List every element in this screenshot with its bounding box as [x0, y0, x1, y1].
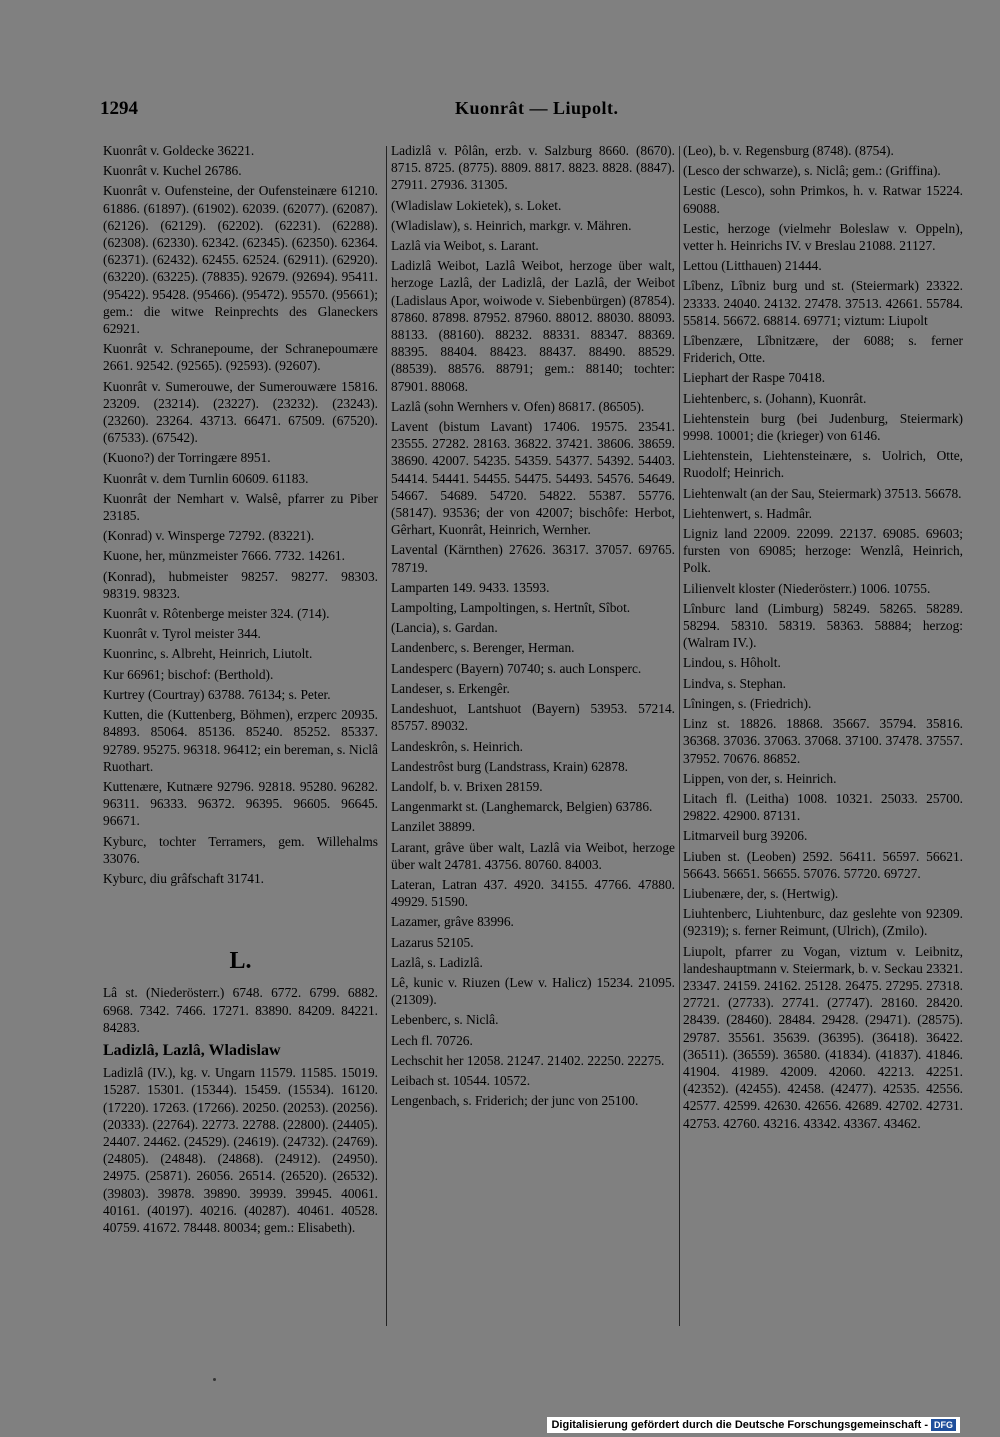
index-entry: Lestic (Lesco), sohn Primkos, h. v. Ratwar 15224. 69088. [683, 183, 963, 216]
column-1 [103, 142, 378, 1239]
column-divider [679, 146, 680, 1326]
index-entry: (Lancia), s. Gardan. [391, 620, 498, 636]
index-entry: Kuonrât v. dem Turnlin 60609. 61183. [103, 470, 309, 486]
scan-speck [213, 1378, 216, 1381]
column-divider [386, 146, 387, 1326]
index-entry: Litach fl. (Leitha) 1008. 10321. 25033. 25700. 29822. 42900. 87131. [683, 790, 963, 824]
index-entry: (Lesco der schwarze), s. Niclâ; gem.: (Griffina). [683, 163, 941, 179]
footer-text: Digitalisierung gefördert durch die Deutsche Forschungsgemeinschaft - [551, 1419, 928, 1431]
index-entry: Lengenbach, s. Friderich; der junc von 25100. [391, 1093, 639, 1109]
page-number: 1294 [100, 98, 138, 119]
index-entry: Lazlâ (sohn Wernhers v. Ofen) 86817. (86505). [391, 398, 645, 414]
index-entry: Kuone, her, münzmeister 7666. 7732. 14261. [103, 548, 345, 564]
index-entry: Kyburc, diu grâfschaft 31741. [103, 870, 265, 886]
index-entry: Lazarus 52105. [391, 934, 474, 950]
index-entry: Lazlâ, s. Ladizlâ. [391, 954, 483, 970]
index-entry: Liuben st. (Leoben) 2592. 56411. 56597. 56621. 56643. 56651. 56655. 57076. 57720. 69727. [683, 848, 963, 881]
index-entry: Kuonrinc, s. Albreht, Heinrich, Liutolt. [103, 646, 313, 662]
index-entry: Kuonrât v. Schranepoume, der Schranepoumære 2661. 92542. (92565). (92593). (92607). [103, 341, 378, 374]
index-entry: Lê, kunic v. Riuzen (Lew v. Halicz) 15234. 21095. (21309). [391, 974, 675, 1008]
index-entry: Lîningen, s. (Friedrich). [683, 695, 812, 711]
index-entry: Langenmarkt st. (Langhemarck, Belgien) 63786. [391, 799, 653, 815]
dfg-logo: DFG [931, 1419, 956, 1431]
index-entry: Kuonrât v. Oufensteine, der Oufensteinære 61210. 61886. (61897). (61902). 62039. (62077). (62087). (62126). (62129). (62202). (62231). (62288). (62308). (62330). 62342. (62345). (62350). 62364. (62371). (62432). 62455. 62524. (62911). (62920). (63220). (63225). (78835). 92679. (92694). 95411. (95422). 95428. (95466). (95472). 95570. (95661); gem.: die witwe Reinprechts des Glaneckers 62921. [103, 183, 378, 337]
index-entry: Liehtenstein, Liehtensteinære, s. Uolrich, Otte, Ruodolf; Heinrich. [683, 448, 963, 481]
index-entry: Lampolting, Lampoltingen, s. Hertnît, Sîbot. [391, 600, 631, 616]
column-3 [683, 142, 963, 1135]
index-entry: Lîbenzære, Lîbnitzære, der 6088; s. ferner Friderich, Otte. [683, 333, 963, 366]
index-entry: Litmarveil burg 39206. [683, 828, 808, 844]
index-entry: (Konrad), hubmeister 98257. 98277. 98303. 98319. 98323. [103, 568, 378, 601]
index-entry: Lamparten 149. 9433. 13593. [391, 579, 550, 595]
footer-credit [547, 1417, 960, 1433]
index-entry: Liephart der Raspe 70418. [683, 370, 826, 386]
index-entry: (Konrad) v. Winsperge 72792. (83221). [103, 528, 315, 544]
index-entry: Lindva, s. Stephan. [683, 675, 787, 691]
index-entry: Liehtenwert, s. Hadmâr. [683, 505, 813, 521]
index-entry: Landestrôst burg (Landstrass, Krain) 62878. [391, 758, 629, 774]
index-entry: Landeser, s. Erkengêr. [391, 680, 510, 696]
index-entry: Lestic, herzoge (vielmehr Boleslaw v. Oppeln), vetter h. Heinrichs IV. v Breslau 21088. 21127. [683, 220, 963, 254]
subheading: Ladizlâ, Lazlâ, Wladislaw [103, 1041, 281, 1059]
index-entry: Kuttenære, Kutnære 92796. 92818. 95280. 96282. 96311. 96333. 96372. 96395. 96605. 96645. 96671. [103, 778, 378, 829]
index-entry: Kuonrât v. Sumerouwe, der Sumerouwære 15816. 23209. (23214). (23227). (23232). (23243). (23260). 23264. 43713. 66471. 67509. (67520). (67533). (67542). [103, 378, 378, 446]
index-entry: Lazamer, grâve 83996. [391, 914, 514, 930]
index-entry: Linz st. 18826. 18868. 35667. 35794. 35816. 36368. 37036. 37063. 37068. 37100. 37478. 37557. 37952. 70676. 86852. [683, 716, 963, 766]
index-entry: Ladizlâ v. Pôlân, erzb. v. Salzburg 8660. (8670). 8715. 8725. (8775). 8809. 8817. 8823. 8828. (8847). 27911. 27936. 31305. [391, 143, 675, 193]
index-entry: Liehtenwalt (an der Sau, Steiermark) 37513. 56678. [683, 485, 962, 501]
index-entry: Kuonrât v. Rôtenberge meister 324. (714). [103, 606, 330, 622]
index-entry: Lateran, Latran 437. 4920. 34155. 47766. 47880. 49929. 51590. [391, 876, 675, 910]
index-entry: Kuonrât der Nemhart v. Walsê, pfarrer zu Piber 23185. [103, 490, 378, 524]
index-entry: Liubenære, der, s. (Hertwig). [683, 885, 839, 901]
index-entry: Lettou (Litthauen) 21444. [683, 258, 822, 274]
index-entry: Larant, grâve über walt, Lazlâ via Weibot, herzoge über walt 24781. 43756. 80760. 84003. [391, 839, 675, 872]
index-entry: (Leo), b. v. Regensburg (8748). (8754). [683, 143, 894, 158]
column-2 [391, 142, 675, 1112]
index-entry: Ladizlâ Weibot, Lazlâ Weibot, herzoge über walt, herzoge Lazlâ, der Ladizlâ, der Lazlâ, der Weibot (Ladislaus Apor, woiwode v. Siebenbürgen) (87854). 87860. 87898. 87952. 87960. 88012. 88030. 88093. 88133. (88160). 88232. 88331. 88347. 88369. 88395. 88404. 88423. 88437. 88490. 88529. (88539). 88576. 88791; gem.: 88140; tochter: 87901. 88068. [391, 258, 675, 394]
index-entry: Lazlâ via Weibot, s. Larant. [391, 238, 539, 254]
section-letter: L. [229, 948, 252, 975]
index-entry: Lechschit her 12058. 21247. 21402. 22250. 22275. [391, 1052, 665, 1068]
index-entry: (Kuono?) der Torringære 8951. [103, 450, 271, 466]
index-entry: Lebenberc, s. Niclâ. [391, 1012, 499, 1028]
index-entry: Liupolt, pfarrer zu Vogan, viztum v. Leibnitz, landeshauptmann v. Steiermark, b. v. Seckau 23321. 23347. 24159. 24162. 25128. 26475. 27295. 27318. 27721. (27733). 27741. (27747). 28160. 28420. 28439. (28460). 28484. 29428. (29471). (28575). 29787. 35561. 35639. (36395). (36418). 36422. (36511). (36559). 36580. (41834). (41837). 41846. 41904. 41989. 42009. 42060. 42213. 42251. (42352). (42455). 42458. (42477). 42535. 42556. 42577. 42599. 42630. 42656. 42689. 42702. 42731. 42753. 42760. 43216. 43342. 43367. 43462. [683, 943, 963, 1131]
index-entry: Lech fl. 70726. [391, 1032, 473, 1048]
index-entry: Ladizlâ (IV.), kg. v. Ungarn 11579. 11585. 15019. 15287. 15301. (15344). 15459. (15534). 16120. (17220). 17263. (17266). 20250. (20253). (20256). (20333). (22764). 22773. 22788. (22800). (24405). 24407. 24462. (24529). (24619). (24732). (24769). (24805). (24848). (24868). (24912). (24950). 24975. (25871). 26056. 26514. (26520). (26532). (39803). 39878. 39890. 39939. 39945. 40061. 40161. (40197). 40216. (40287). 40461. 40528. 40759. 41672. 78448. 80034; gem.: Elisabeth). [103, 1065, 378, 1235]
index-entry: Lavent (bistum Lavant) 17406. 19575. 23541. 23555. 27282. 28163. 36822. 37421. 38606. 38659. 38690. 42007. 54235. 54359. 54377. 54392. 54403. 54414. 54441. 54455. 54475. 54493. 54576. 54649. 54667. 54689. 54720. 54822. 55387. 55776. (58147). 93536; der von 42007; bischôfe: Herbot, Gêrhart, Kuonrât, Heinrich, Wernher. [391, 419, 675, 538]
index-entry: Lâ st. (Niederösterr.) 6748. 6772. 6799. 6882. 6968. 7342. 7466. 17271. 83890. 84209. 84221. 84283. [103, 985, 378, 1035]
index-entry: (Wladislaw Lokietek), s. Loket. [391, 197, 562, 213]
index-entry: Lanzilet 38899. [391, 819, 476, 835]
index-entry: Leibach st. 10544. 10572. [391, 1072, 531, 1088]
index-entry: Lippen, von der, s. Heinrich. [683, 770, 837, 786]
index-entry: Kutten, die (Kuttenberg, Böhmen), erzperc 20935. 84893. 85064. 85136. 85240. 85252. 85337. 92789. 95275. 96318. 96412; ein bereman, s. Niclâ Ruothart. [103, 707, 378, 774]
index-entry: Landeskrôn, s. Heinrich. [391, 738, 524, 754]
index-entry: Lilienvelt kloster (Niederösterr.) 1006. 10755. [683, 580, 931, 596]
index-entry: Landenberc, s. Berenger, Herman. [391, 640, 575, 656]
index-entry: Landesperc (Bayern) 70740; s. auch Lonsperc. [391, 660, 642, 676]
index-entry: Kuonrât v. Kuchel 26786. [103, 163, 242, 179]
running-head: Kuonrât — Liupolt. [455, 98, 619, 118]
index-entry: Lavental (Kärnthen) 27626. 36317. 37057. 69765. 78719. [391, 542, 675, 575]
index-entry: Liehtenstein burg (bei Judenburg, Steiermark) 9998. 10001; die (krieger) von 6146. [683, 410, 963, 444]
index-entry: Landolf, b. v. Brixen 28159. [391, 778, 543, 794]
index-entry: Kuonrât v. Goldecke 36221. [103, 143, 255, 158]
index-entry: Liuhtenberc, Liuhtenburc, daz geslehte von 92309. (92319); s. ferner Reimunt, (Ulrich), (Zmilo). [683, 906, 963, 939]
index-entry: Kurtrey (Courtray) 63788. 76134; s. Peter. [103, 686, 331, 702]
index-entry: Lindou, s. Hôholt. [683, 655, 781, 671]
index-entry: Kyburc, tochter Terramers, gem. Willehalms 33076. [103, 833, 378, 866]
index-entry: (Wladislaw), s. Heinrich, markgr. v. Mähren. [391, 217, 632, 233]
index-entry: Kuonrât v. Tyrol meister 344. [103, 626, 261, 642]
index-entry: Landeshuot, Lantshuot (Bayern) 53953. 57214. 85757. 89032. [391, 701, 675, 734]
index-entry: Ligniz land 22009. 22099. 22137. 69085. 69603; fursten von 69085; herzoge: Wenzlâ, Heinrich, Polk. [683, 526, 963, 576]
index-entry: Kur 66961; bischof: (Berthold). [103, 666, 274, 682]
index-entry: Lîbenz, Lîbniz burg und st. (Steiermark) 23322. 23333. 24040. 24132. 27478. 37513. 42661. 55784. 55814. 56672. 68814. 69771; viztum: Liupolt [683, 278, 963, 328]
index-entry: Lînburc land (Limburg) 58249. 58265. 58289. 58294. 58310. 58319. 58363. 58884; herzog: (Walram IV.). [683, 600, 963, 651]
index-entry: Liehtenberc, s. (Johann), Kuonrât. [683, 390, 867, 406]
